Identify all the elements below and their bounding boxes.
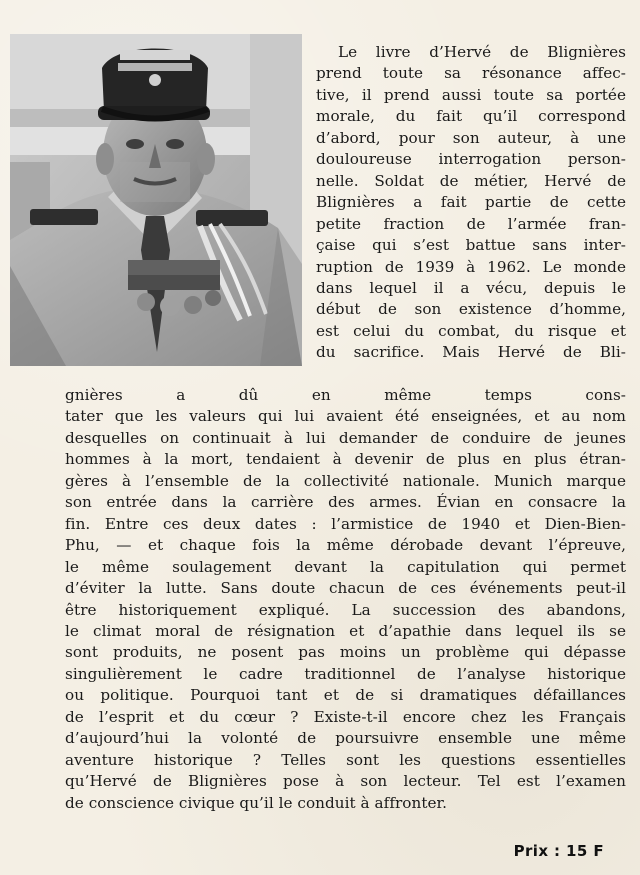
text-line: dans lequel il a vécu, depuis le bbox=[316, 278, 626, 297]
text-line: qu’Hervé de Blignières pose à son lecteur. Tel est l’examen bbox=[65, 772, 626, 791]
text-line: tater que les valeurs qui lui avaient été enseignées, et au nom bbox=[65, 407, 626, 426]
text-right-column bbox=[316, 42, 626, 364]
text-line: d’éviter la lutte. Sans doute chacun de ces événements peut-il bbox=[65, 579, 626, 598]
text-line: desquelles on continuait à lui demander de conduire de jeunes bbox=[65, 428, 626, 447]
text-line: petite fraction de l’armée fran- bbox=[316, 214, 626, 233]
text-line: fin. Entre ces deux dates : l’armistice de 1940 et Dien-Bien- bbox=[65, 514, 626, 533]
portrait-illustration bbox=[10, 34, 302, 366]
text-line: hommes à la mort, tendaient à devenir de plus en plus étran- bbox=[65, 450, 626, 469]
text-line: douloureuse interrogation person- bbox=[316, 150, 626, 169]
text-line: gnières a dû en même temps cons- bbox=[65, 386, 626, 404]
author-portrait-photo bbox=[10, 34, 302, 366]
text-line: être historiquement expliqué. La succession des abandons, bbox=[65, 600, 626, 619]
price-label: Prix : 15 F bbox=[513, 842, 604, 860]
text-line: de conscience civique qu’il le conduit à affronter. bbox=[65, 793, 448, 812]
text-line: d’aujourd’hui la volonté de poursuivre ensemble une même bbox=[65, 729, 626, 748]
text-line: prend toute sa résonance affec- bbox=[316, 64, 626, 83]
text-line: aventure historique ? Telles sont les questions essentielles bbox=[65, 750, 626, 769]
text-line: le climat moral de résignation et d’apathie dans lequel ils se bbox=[65, 621, 626, 640]
text-line: nelle. Soldat de métier, Hervé de bbox=[316, 171, 626, 190]
text-line: Phu, — et chaque fois la même dérobade devant l’épreuve, bbox=[65, 536, 626, 555]
text-line: de l’esprit et du cœur ? Existe-t-il encore chez les Français bbox=[65, 707, 626, 726]
text-line: du sacrifice. Mais Hervé de Bli- bbox=[316, 343, 626, 362]
text-full-width bbox=[65, 385, 626, 814]
text-line: son entrée dans la carrière des armes. Évian en consacre la bbox=[65, 493, 626, 512]
text-line: sont produits, ne posent pas moins un problème qui dépasse bbox=[65, 643, 626, 662]
text-line: morale, du fait qu’il correspond bbox=[316, 107, 626, 126]
text-line: gères à l’ensemble de la collectivité nationale. Munich marque bbox=[65, 471, 626, 490]
text-line: singulièrement le cadre traditionnel de l’analyse historique bbox=[65, 664, 626, 683]
text-line: çaise qui s’est battue sans inter- bbox=[316, 236, 626, 255]
text-line: ruption de 1939 à 1962. Le monde bbox=[316, 257, 626, 276]
text-line: ou politique. Pourquoi tant et de si dramatiques défaillances bbox=[65, 686, 626, 705]
text-line: est celui du combat, du risque et bbox=[316, 321, 626, 340]
text-line: d’abord, pour son auteur, à une bbox=[316, 128, 626, 147]
text-line: Blignières a fait partie de cette bbox=[316, 193, 626, 212]
text-line: début de son existence d’homme, bbox=[316, 300, 626, 319]
text-line: le même soulagement devant la capitulation qui permet bbox=[65, 557, 626, 576]
text-line: Le livre d’Hervé de Blignières bbox=[338, 43, 626, 61]
text-line: tive, il prend aussi toute sa portée bbox=[316, 85, 626, 104]
